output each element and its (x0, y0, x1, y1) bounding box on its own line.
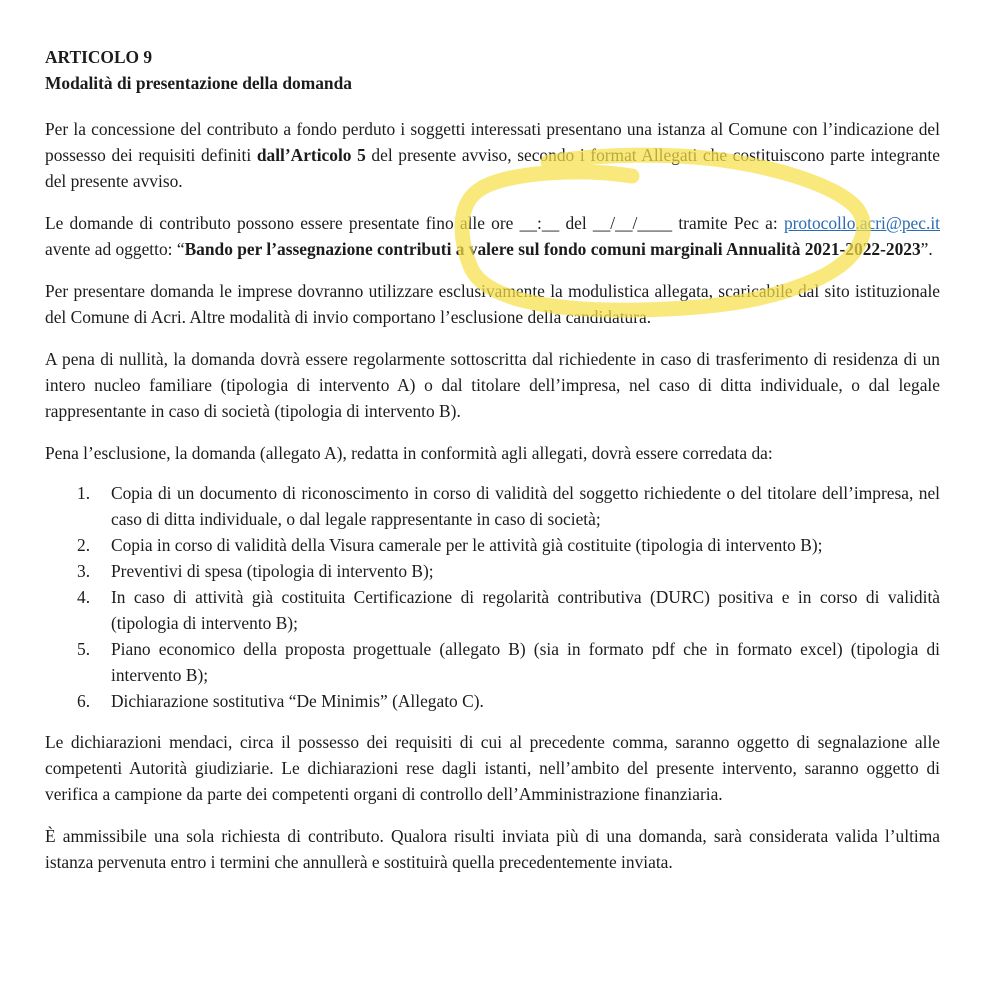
list-item: Piano economico della proposta progettuale (allegato B) (sia in formato pdf che in formato excel) (tipologia di intervento B); (111, 639, 940, 685)
paragraph-2-subject: Bando per l’assegnazione contributi a valere sul fondo comuni marginali Annualità 2021-2022-2023 (184, 239, 921, 259)
document-page (45, 44, 940, 891)
list-item: Preventivi di spesa (tipologia di intervento B); (111, 561, 434, 581)
paragraph-1-article-ref: dall’Articolo 5 (256, 145, 366, 165)
pec-email-link[interactable]: protocollo.acri@pec.it (783, 213, 940, 233)
list-item: Copia in corso di validità della Visura camerale per le attività già costituite (tipologia di intervento B); (111, 535, 823, 555)
paragraph-2-text-d: ”. (920, 239, 933, 259)
article-subtitle: Modalità di presentazione della domanda (45, 73, 352, 93)
list-item: Copia di un documento di riconoscimento in corso di validità del soggetto richiedente o del titolare dell’impresa, nel caso di ditta individuale, o dal legale rappresentante in caso di società; (111, 483, 940, 529)
list-item: Dichiarazione sostitutiva “De Minimis” (Allegato C). (111, 691, 484, 711)
paragraph-6: Le dichiarazioni mendaci, circa il possesso dei requisiti di cui al precedente comma, saranno oggetto di segnalazione alle competenti Autorità giudiziarie. Le dichiarazioni rese dagli istanti, nell’ambito del presente intervento, saranno oggetto di verifica a campione da parte dei competenti organi di controllo dell’Amministrazione finanziaria. (45, 732, 940, 804)
paragraph-2-text-b: avente ad oggetto: “ (45, 239, 185, 259)
paragraph-5: Pena l’esclusione, la domanda (allegato A), redatta in conformità agli allegati, dovrà essere corredata da: (45, 443, 773, 463)
article-title: ARTICOLO 9 (45, 47, 153, 67)
requirements-list (45, 480, 940, 714)
paragraph-4: A pena di nullità, la domanda dovrà essere regolarmente sottoscritta dal richiedente in caso di trasferimento di residenza di un intero nucleo familiare (tipologia di intervento A) o dal titolare dell’impresa, nel caso di ditta individuale, o dal legale rappresentante in caso di società (tipologia di intervento B). (45, 349, 940, 421)
paragraph-7: È ammissibile una sola richiesta di contributo. Qualora risulti inviata più di una domanda, sarà considerata valida l’ultima istanza pervenuta entro i termini che annullerà e sostituirà quella precedentemente inviata. (45, 826, 940, 872)
paragraph-3: Per presentare domanda le imprese dovranno utilizzare esclusivamente la modulistica allegata, scaricabile dal sito istituzionale del Comune di Acri. Altre modalità di invio comportano l’esclusione della candidatura. (45, 281, 940, 327)
paragraph-1-text-c: del presente avviso, secondo i format Allegati che costituiscono parte integrante del presente avviso. (45, 145, 940, 191)
paragraph-1-text-a: Per la concessione del contributo a fondo perduto i soggetti interessati presentano una istanza al Comune con l’indicazione del possesso dei requisiti definiti (45, 119, 940, 165)
paragraph-1 (45, 116, 940, 194)
paragraph-2-text-a: Le domande di contributo possono essere presentate fino alle ore __:__ del __/__/____ tramite Pec a: (45, 213, 784, 233)
list-item: In caso di attività già costituita Certificazione di regolarità contributiva (DURC) positiva e in corso di validità (tipologia di intervento B); (111, 587, 940, 633)
paragraph-2 (45, 210, 940, 262)
